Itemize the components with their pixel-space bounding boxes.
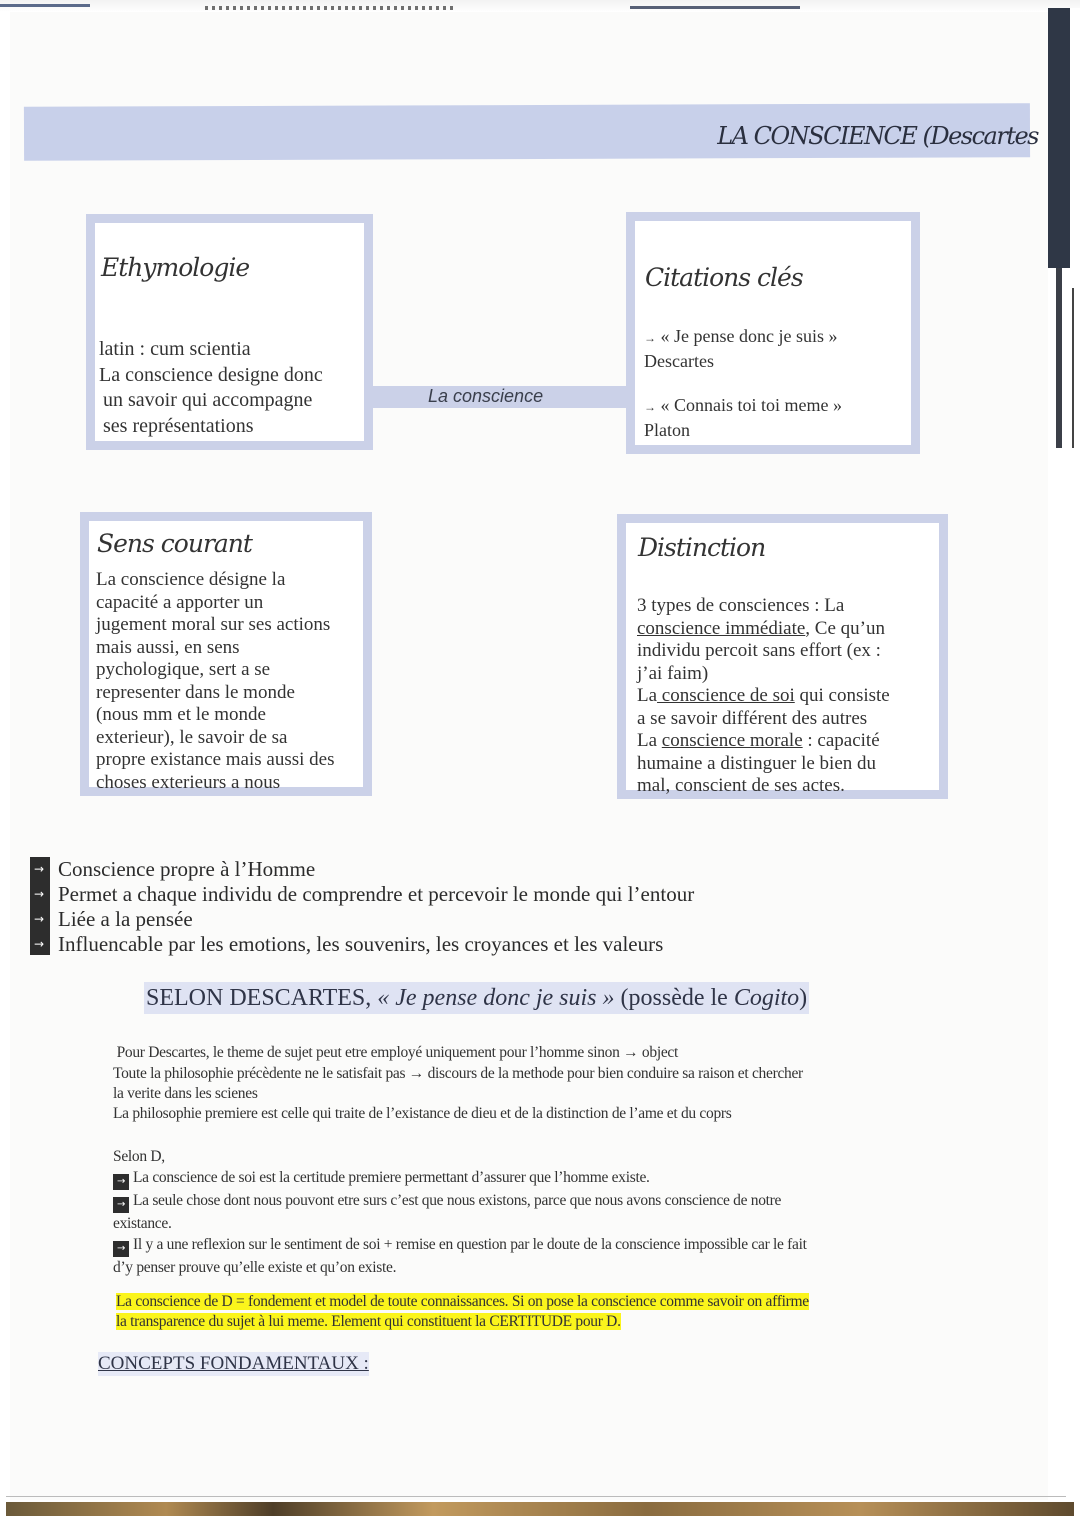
term-immediate: conscience immédiate bbox=[637, 617, 806, 639]
photo-top-edge bbox=[0, 0, 1080, 12]
text-fragment: qui consiste bbox=[794, 685, 890, 706]
quote-author: Descartes bbox=[644, 351, 714, 371]
arrow-icon: → bbox=[113, 1197, 129, 1213]
quote-author: Platon bbox=[644, 420, 691, 440]
text-fragment: La bbox=[637, 730, 662, 751]
text-line bbox=[637, 618, 937, 641]
heading-text: (possède le bbox=[614, 985, 734, 1011]
text-fragment: , Ce qu’un bbox=[805, 617, 885, 639]
quote-text: « Connais toi toi meme » bbox=[660, 395, 842, 415]
arrow-icon: → bbox=[34, 937, 45, 951]
point-continuation: existance. bbox=[113, 1215, 172, 1232]
list-item bbox=[30, 907, 694, 932]
text-fragment: : capacité bbox=[802, 730, 880, 751]
highlighted-conclusion bbox=[116, 1292, 809, 1332]
selon-d-points bbox=[113, 1146, 973, 1278]
text-line bbox=[637, 730, 937, 753]
edge-line bbox=[6, 1496, 1066, 1497]
text-line: j’ai faim) bbox=[637, 662, 709, 684]
center-concept-label: La conscience bbox=[428, 386, 544, 406]
heading-quote: « Je pense donc je suis » bbox=[377, 985, 615, 1011]
edge-mark bbox=[630, 6, 800, 9]
common-sense-box bbox=[80, 512, 372, 796]
etymology-line: La conscience designe donc bbox=[99, 363, 323, 386]
distinction-title: Distinction bbox=[638, 533, 766, 562]
list-item-text: Influencable par les emotions, les souvenirs, les croyances et les valeurs bbox=[58, 932, 664, 956]
edge-mark bbox=[0, 4, 90, 7]
etymology-box bbox=[86, 214, 373, 450]
edge-line bbox=[1072, 288, 1074, 448]
list-item bbox=[30, 932, 694, 957]
text-line: individu percoit sans effort (ex : bbox=[637, 640, 881, 661]
etymology-body bbox=[99, 337, 323, 439]
text-line: La conscience désigne la bbox=[96, 569, 286, 590]
descartes-intro bbox=[113, 1042, 973, 1124]
term-moral: conscience morale bbox=[661, 730, 803, 751]
concepts-heading: CONCEPTS FONDAMENTAUX : bbox=[98, 1353, 369, 1374]
descartes-heading bbox=[144, 982, 809, 1014]
text-line bbox=[637, 685, 937, 708]
edge-mark bbox=[205, 6, 455, 10]
arrow-icon: → bbox=[34, 887, 45, 901]
text-line: humaine a distinguer le bien du bbox=[637, 752, 877, 774]
text-line: La philosophie premiere est celle qui traite de l’existance de dieu et de la distinction de l’ame et du coprs bbox=[113, 1105, 732, 1122]
quotes-body bbox=[644, 325, 842, 442]
text-line: jugement moral sur ses actions bbox=[96, 614, 331, 635]
text-line: propre existance mais aussi des bbox=[96, 749, 335, 770]
list-item-text: Liée a la pensée bbox=[58, 907, 193, 931]
term-self: conscience de soi bbox=[657, 685, 795, 706]
text-line: Pour Descartes, le theme de sujet peut etre employé uniquement pour l’homme sinon → object bbox=[113, 1044, 678, 1061]
point-text: La seule chose dont nous pouvont etre surs c’est que nous existons, parce que nous avons conscience de notre bbox=[133, 1192, 782, 1209]
text-line: mal, conscient de ses actes. bbox=[637, 775, 845, 796]
text-line: la verite dans les scienes bbox=[113, 1085, 258, 1102]
arrow-icon: → bbox=[644, 400, 656, 414]
arrow-icon: → bbox=[113, 1174, 129, 1190]
photo-bottom-edge bbox=[6, 1502, 1074, 1516]
etymology-line: ses représentations bbox=[103, 414, 254, 437]
list-item-text: Permet a chaque individu de comprendre et percevoir le monde qui l’entour bbox=[58, 882, 695, 906]
distinction-body bbox=[637, 595, 937, 798]
text-line: Toute la philosophie précèdente ne le satisfait pas → discours de la methode pour bien conduire sa raison et chercher bbox=[113, 1065, 803, 1082]
text-line: pychologique, sert a se bbox=[96, 659, 271, 680]
point-item bbox=[113, 1167, 973, 1190]
highlight-line: la transparence du sujet à lui meme. Element qui constituent la CERTITUDE pour D. bbox=[116, 1313, 621, 1330]
arrow-icon: → bbox=[34, 912, 45, 926]
text-line: (nous mm et le monde bbox=[96, 704, 266, 725]
list-item bbox=[30, 857, 694, 882]
etymology-line: un savoir qui accompagne bbox=[103, 389, 313, 411]
quote-text: « Je pense donc je suis » bbox=[660, 326, 838, 346]
text-line: a se savoir différent des autres bbox=[637, 707, 868, 729]
point-text: La conscience de soi est la certitude premiere permettant d’assurer que l’homme existe. bbox=[133, 1169, 650, 1186]
heading-text: SELON DESCARTES, bbox=[146, 985, 378, 1011]
quotes-title: Citations clés bbox=[645, 263, 803, 292]
edge-shadow bbox=[1048, 8, 1070, 268]
page-title: LA CONSCIENCE (Descartes bbox=[717, 122, 1038, 150]
quotes-box bbox=[626, 212, 920, 454]
text-line: exterieur), le savoir de sa bbox=[96, 726, 288, 748]
arrow-icon: → bbox=[113, 1241, 129, 1257]
point-text: Il y a une reflexion sur le sentiment de soi + remise en question par le doute de la conscience impossible car le fait bbox=[133, 1236, 807, 1253]
arrow-icon: → bbox=[34, 862, 45, 876]
heading-term: Cogito bbox=[733, 985, 800, 1011]
arrow-icon: → bbox=[644, 331, 656, 345]
text-line: representer dans le monde bbox=[96, 681, 295, 703]
text-fragment: La bbox=[637, 685, 658, 706]
key-points-list bbox=[30, 857, 694, 957]
quote-item bbox=[644, 325, 842, 350]
etymology-line: latin : cum scientia bbox=[99, 338, 251, 360]
quote-item bbox=[644, 394, 842, 419]
edge-shadow bbox=[1056, 268, 1062, 448]
point-item bbox=[113, 1234, 973, 1257]
list-item bbox=[30, 882, 694, 907]
photo-right-edge bbox=[1048, 8, 1080, 1508]
etymology-title: Ethymologie bbox=[101, 253, 250, 282]
common-sense-body bbox=[96, 569, 368, 794]
common-sense-title: Sens courant bbox=[97, 529, 252, 558]
heading-text: ) bbox=[799, 985, 808, 1011]
point-item bbox=[113, 1190, 973, 1213]
text-line: 3 types de consciences : La bbox=[637, 595, 845, 616]
text-line: mais aussi, en sens bbox=[96, 636, 240, 658]
list-item-text: Conscience propre à l’Homme bbox=[58, 857, 316, 881]
text-line: capacité a apporter un bbox=[96, 591, 264, 613]
section-label: Selon D, bbox=[113, 1148, 165, 1165]
point-continuation: d’y penser prouve qu’elle existe et qu’on existe. bbox=[113, 1259, 397, 1276]
highlight-line: La conscience de D = fondement et model de toute connaissances. Si on pose la conscience comme savoir on affirme bbox=[116, 1293, 809, 1310]
distinction-box bbox=[617, 514, 948, 799]
text-line: choses exterieurs a nous bbox=[96, 771, 281, 793]
